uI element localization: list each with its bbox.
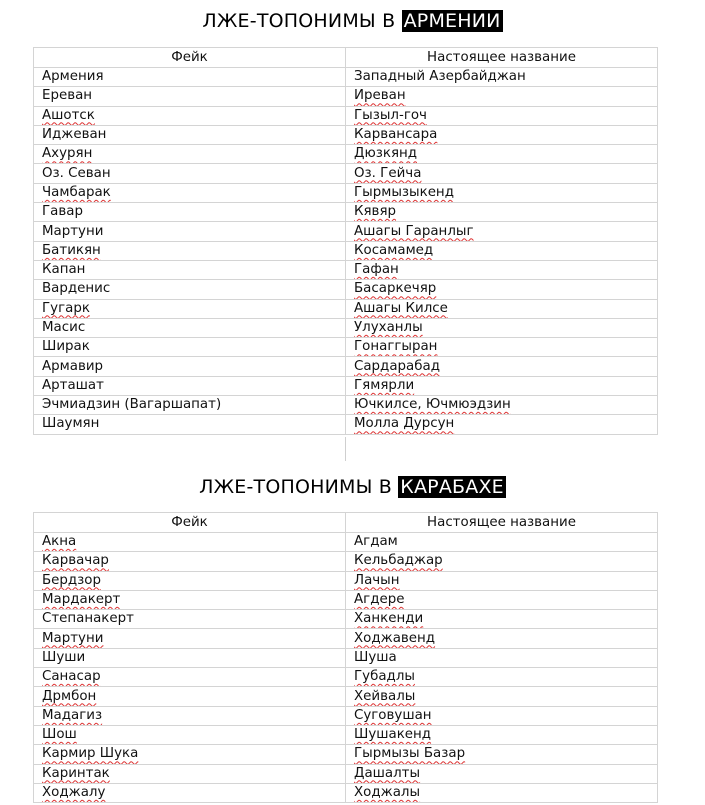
- real-name-cell: [346, 125, 658, 144]
- real-name-cell: [346, 687, 658, 706]
- cell-text: Западный Азербайджан: [354, 69, 526, 85]
- fake-name-cell: [34, 183, 346, 202]
- real-name-cell: [346, 533, 658, 552]
- cell-text: Гафан: [354, 262, 399, 278]
- cell-text: Варденис: [42, 281, 111, 297]
- table-row: [34, 318, 658, 337]
- cell-text: Дюзкянд: [354, 146, 418, 162]
- cell-text: Чамбарак: [42, 184, 111, 200]
- fake-name-cell: [34, 725, 346, 744]
- title-highlight: АРМЕНИИ: [403, 10, 501, 32]
- table-row: [34, 648, 658, 667]
- fake-name-cell: [34, 338, 346, 357]
- cell-text: Кельбаджар: [354, 553, 443, 569]
- cell-text: Агдере: [354, 592, 405, 608]
- table-row: [34, 415, 658, 434]
- cell-text: Батикян: [42, 242, 101, 258]
- fake-name-cell: [34, 533, 346, 552]
- cell-text: Ашагы Гаранлыг: [354, 223, 474, 239]
- fake-name-cell: [34, 241, 346, 260]
- real-name-cell: [346, 376, 658, 395]
- real-name-cell: [346, 68, 658, 87]
- cell-text: Мартуни: [42, 630, 104, 646]
- real-name-cell: [346, 552, 658, 571]
- table-row: [34, 357, 658, 376]
- cell-text: Иджеван: [42, 127, 107, 143]
- fake-name-cell: [34, 260, 346, 279]
- real-name-cell: [346, 280, 658, 299]
- cell-text: Губадлы: [354, 669, 415, 685]
- cell-text: Гырмызы Базар: [354, 746, 466, 762]
- cell-text: Мадагиз: [42, 707, 103, 723]
- real-name-cell: [346, 571, 658, 590]
- real-name-cell: [346, 610, 658, 629]
- fake-name-cell: [34, 145, 346, 164]
- cell-text: Оз. Севан: [42, 165, 111, 181]
- cell-text: Дрмбон: [42, 688, 97, 704]
- table-row: [34, 164, 658, 183]
- title-prefix: ЛЖЕ-ТОПОНИМЫ В: [202, 10, 396, 32]
- table-row: [34, 260, 658, 279]
- table-row: [34, 338, 658, 357]
- cell-text: Оз. Гейча: [354, 165, 422, 181]
- table-row: [34, 571, 658, 590]
- cell-text: Ашотск: [42, 107, 95, 123]
- cell-text: Ашагы Килсе: [354, 300, 448, 316]
- real-name-cell: [346, 260, 658, 279]
- fake-name-cell: [34, 783, 346, 802]
- section-title-armenia: [0, 8, 705, 34]
- real-name-cell: [346, 629, 658, 648]
- table-row: [34, 629, 658, 648]
- fake-name-cell: [34, 203, 346, 222]
- table-row: [34, 590, 658, 609]
- real-name-cell: [346, 668, 658, 687]
- fake-name-cell: [34, 629, 346, 648]
- fake-name-cell: [34, 318, 346, 337]
- table-row: [34, 764, 658, 783]
- cell-text: Хейвалы: [354, 688, 416, 704]
- table-row: [34, 299, 658, 318]
- cell-text: Суговушан: [354, 707, 432, 723]
- cell-text: Ходжалу: [42, 785, 106, 800]
- cell-text: Гямярли: [354, 377, 415, 393]
- cell-text: Эчмиадзин (Вагаршапат): [42, 397, 222, 413]
- fake-name-cell: [34, 745, 346, 764]
- table-row: [34, 376, 658, 395]
- toponyms-table-armenia: [33, 47, 658, 435]
- cell-text: Акна: [42, 534, 77, 550]
- cell-text: Ходжалы: [354, 785, 421, 800]
- column-header-real: Настоящее название: [346, 48, 658, 68]
- real-name-cell: [346, 222, 658, 241]
- fake-name-cell: [34, 376, 346, 395]
- table-row: [34, 241, 658, 260]
- fake-name-cell: [34, 222, 346, 241]
- fake-name-cell: [34, 415, 346, 434]
- fake-name-cell: [34, 590, 346, 609]
- cell-text: Шуши: [42, 649, 86, 665]
- cell-text: Дашалты: [354, 765, 421, 781]
- table-row: [34, 280, 658, 299]
- toponyms-table-karabakh: [33, 512, 658, 803]
- column-header-fake: Фейк: [34, 48, 346, 68]
- cell-text: Масис: [42, 320, 86, 335]
- real-name-cell: [346, 590, 658, 609]
- table-row: [34, 610, 658, 629]
- cell-text: Мардакерт: [42, 592, 121, 608]
- table-row: [34, 668, 658, 687]
- cell-text: Ханкенди: [354, 611, 424, 627]
- real-name-cell: [346, 783, 658, 802]
- cell-text: Агдам: [354, 534, 398, 550]
- real-name-cell: [346, 145, 658, 164]
- cell-text: Карвачар: [42, 553, 109, 569]
- table-row: [34, 87, 658, 106]
- fake-name-cell: [34, 68, 346, 87]
- table-header-row: [34, 48, 658, 68]
- table-row: [34, 203, 658, 222]
- table-row: [34, 687, 658, 706]
- real-name-cell: [346, 706, 658, 725]
- fake-name-cell: [34, 106, 346, 125]
- cell-text: Молла Дурсун: [354, 416, 455, 432]
- real-name-cell: [346, 87, 658, 106]
- real-name-cell: [346, 725, 658, 744]
- table-row: [34, 396, 658, 415]
- cell-text: Гырмызыкенд: [354, 184, 454, 200]
- cell-text: Косамамед: [354, 242, 434, 258]
- table-row: [34, 145, 658, 164]
- cell-text: Карвансара: [354, 127, 438, 143]
- cell-text: Гонаггыран: [354, 339, 438, 355]
- cell-text: Иреван: [354, 88, 406, 104]
- fake-name-cell: [34, 571, 346, 590]
- table-row: [34, 725, 658, 744]
- real-name-cell: [346, 164, 658, 183]
- cell-text: Шуша: [354, 649, 397, 665]
- cell-text: Санасар: [42, 669, 101, 685]
- cell-text: Кармир Шука: [42, 746, 139, 762]
- cell-text: Гугарк: [42, 300, 90, 316]
- table-row: [34, 125, 658, 144]
- cell-text: Ширак: [42, 339, 90, 355]
- real-name-cell: [346, 357, 658, 376]
- cell-text: Капан: [42, 262, 86, 278]
- real-name-cell: [346, 183, 658, 202]
- real-name-cell: [346, 241, 658, 260]
- title-prefix: ЛЖЕ-ТОПОНИМЫ В: [199, 476, 393, 498]
- fake-name-cell: [34, 357, 346, 376]
- cell-text: Бердзор: [42, 572, 101, 588]
- fake-name-cell: [34, 280, 346, 299]
- cell-text: Гавар: [42, 204, 83, 220]
- fake-name-cell: [34, 125, 346, 144]
- cell-text: Ючкилсе, Ючмюэдзин: [354, 397, 511, 413]
- fake-name-cell: [34, 687, 346, 706]
- cell-text: Каринтак: [42, 765, 110, 781]
- cell-text: Ереван: [42, 88, 93, 104]
- fake-name-cell: [34, 87, 346, 106]
- table-row: [34, 533, 658, 552]
- cell-text: Гызыл-гоч: [354, 107, 427, 123]
- fake-name-cell: [34, 706, 346, 725]
- real-name-cell: [346, 299, 658, 318]
- fake-name-cell: [34, 648, 346, 667]
- table-row: [34, 68, 658, 87]
- cell-text: Армавир: [42, 358, 104, 374]
- column-header-fake: Фейк: [34, 513, 346, 533]
- table-row: [34, 745, 658, 764]
- cell-text: Сардарабад: [354, 358, 440, 374]
- cell-text: Ходжавенд: [354, 630, 436, 646]
- fake-name-cell: [34, 299, 346, 318]
- cell-text: Улуханлы: [354, 320, 423, 335]
- real-name-cell: [346, 203, 658, 222]
- real-name-cell: [346, 764, 658, 783]
- cell-text: Кявяр: [354, 204, 397, 220]
- cell-text: Шош: [42, 727, 77, 743]
- real-name-cell: [346, 338, 658, 357]
- title-highlight: КАРАБАХЕ: [400, 476, 504, 498]
- table-row: [34, 706, 658, 725]
- cell-text: Лачын: [354, 572, 400, 588]
- cell-text: Степанакерт: [42, 611, 134, 627]
- fake-name-cell: [34, 396, 346, 415]
- page-divider: [345, 437, 346, 461]
- fake-name-cell: [34, 668, 346, 687]
- cell-text: Шушакенд: [354, 727, 432, 743]
- fake-name-cell: [34, 764, 346, 783]
- fake-name-cell: [34, 610, 346, 629]
- column-header-real: Настоящее название: [346, 513, 658, 533]
- cell-text: Мартуни: [42, 223, 104, 239]
- cell-text: Шаумян: [42, 416, 100, 432]
- fake-name-cell: [34, 164, 346, 183]
- cell-text: Армения: [42, 69, 104, 85]
- real-name-cell: [346, 648, 658, 667]
- table-row: [34, 106, 658, 125]
- table-row: [34, 783, 658, 802]
- table-row: [34, 552, 658, 571]
- cell-text: Басаркечяр: [354, 281, 437, 297]
- table-row: [34, 183, 658, 202]
- section-title-karabakh: [0, 474, 705, 500]
- real-name-cell: [346, 318, 658, 337]
- fake-name-cell: [34, 552, 346, 571]
- real-name-cell: [346, 745, 658, 764]
- real-name-cell: [346, 396, 658, 415]
- cell-text: Ахурян: [42, 146, 93, 162]
- table-header-row: [34, 513, 658, 533]
- table-row: [34, 222, 658, 241]
- real-name-cell: [346, 415, 658, 434]
- cell-text: Арташат: [42, 377, 104, 393]
- real-name-cell: [346, 106, 658, 125]
